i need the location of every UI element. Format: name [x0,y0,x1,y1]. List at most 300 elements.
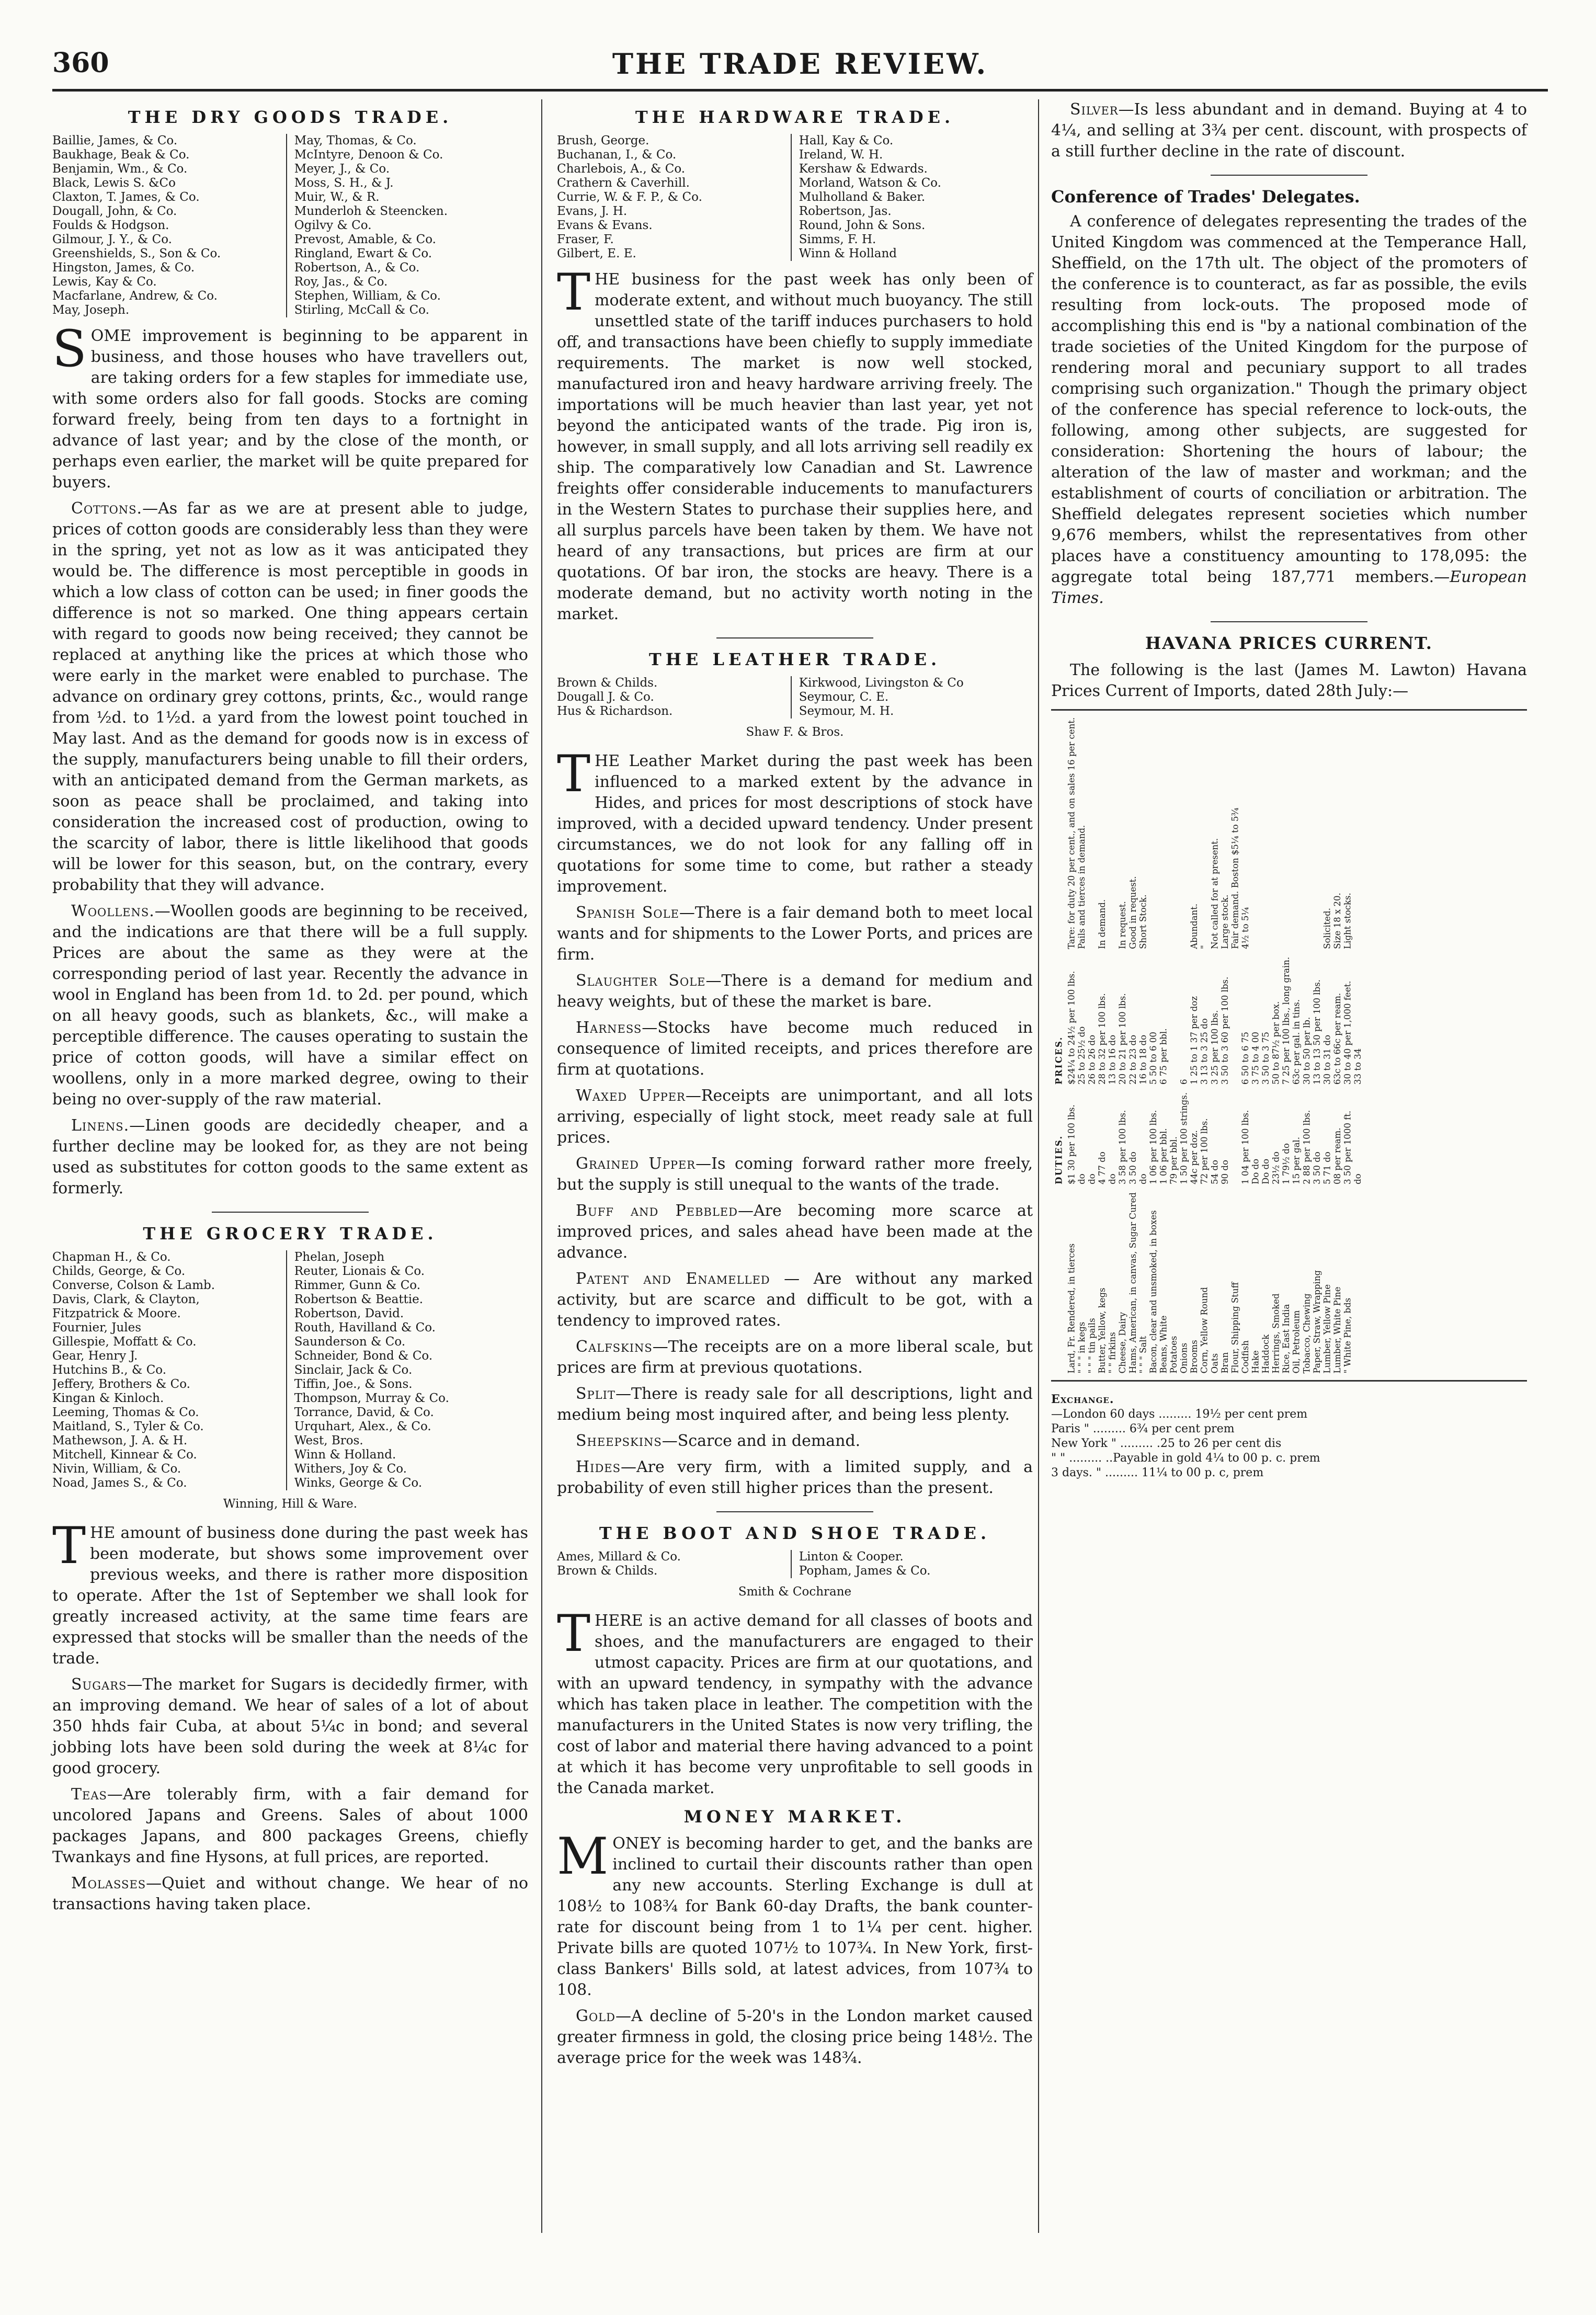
header-duties: DUTIES. [1054,1135,1064,1184]
column-2 [557,99,1033,2074]
firm-name: Gillespie, Moffatt & Co. [52,1335,197,1349]
cell-remark [1087,713,1098,953]
cottons-paragraph [52,498,528,896]
table-row [1179,713,1190,1377]
cell-price: 30 to 50 per lb. [1302,1017,1312,1085]
cell-remark: Size 18 x 20. [1332,893,1343,949]
leather-item-paragraph [557,1457,1033,1499]
table-row [1333,713,1343,1377]
table-row [1138,713,1149,1377]
firm-name: Noad, James S., & Co. [52,1476,187,1490]
table-row [1149,713,1159,1377]
firm-name: Urquhart, Alex., & Co. [294,1420,431,1433]
cell-item: Brooms [1189,1340,1200,1374]
keyword: Buff and Pebbled [576,1202,738,1220]
cell-remark: In request. [1118,901,1128,949]
page-title: THE TRADE REVIEW. [612,47,988,81]
firm-name: West, Bros. [294,1434,363,1447]
leather-intro [557,745,1033,897]
cell-duty: 23½ do [1271,1151,1282,1184]
firm-name: Seymour, C. E. [799,690,889,704]
page-number: 360 [52,47,109,79]
paragraph-text: —Stocks have become much reduced in consequence of limited receipts, and prices therefore are firm at quotations. [557,1019,1033,1079]
firm-name: Round, John & Sons. [799,219,926,232]
firm-name: Gear, Henry J. [52,1349,138,1363]
exchange-rows [1051,1407,1527,1480]
exchange-value: ......... .25 to 26 per cent dis [1120,1437,1282,1450]
column-1 [52,99,528,1920]
section-separator [716,1511,873,1512]
cell-price: 13 to 16 do [1108,1034,1118,1085]
paragraph-text: —Receipts are unimportant, and all lots arriving, especially of light stock, meet ready sale at full prices. [557,1087,1033,1147]
exchange-block [1051,1392,1527,1480]
firm-name: Popham, James & Co. [799,1564,931,1578]
paragraph-text: —The market for Sugars is decidedly firmer, with an improving demand. We hear of sales of a lot of about 350 hhds fair Cuba, at about 5¼c in bond; and several jobbing lots have been sold during the week at 8¼c for good grocery. [52,1675,528,1777]
leather-item-paragraph [557,1337,1033,1378]
cell-duty: Do do [1261,1158,1271,1184]
cell-remark [1353,713,1364,953]
cell-remark: Abundant. [1189,903,1200,949]
firm-name: Winn & Holland [799,247,897,260]
firm-list-right [792,1550,1028,1578]
cell-duty: do [1138,1173,1148,1184]
firm-name: Withers, Joy & Co. [294,1462,407,1476]
firm-name: Linton & Cooper. [799,1550,904,1564]
molasses-paragraph [52,1873,528,1915]
conference-paragraph [1051,211,1527,609]
firm-name: McIntyre, Denoon & Co. [294,148,443,162]
firm-name: Brush, George. [557,134,649,147]
cell-item: Codfish [1240,1340,1251,1374]
column-divider-2 [1038,99,1039,2233]
leather-item-paragraph [557,1201,1033,1263]
linens-paragraph [52,1115,528,1199]
cell-duty: 90 do [1220,1160,1230,1184]
column-divider-1 [541,99,542,2233]
cell-remark: Short Stock. [1138,894,1148,949]
firm-name: Torrance, David, & Co. [294,1406,434,1419]
paragraph-text: —As far as we are at present able to judge, prices of cotton goods are considerably less than they were in the spring, yet not as low as it was anticipated they would be. The difference is most perceptible in goods in which a low class of cotton can be used; in finer goods the difference is not so marked. One thing appears certain with regard to goods now being received; they cannot be replaced at anything like the prices at which those who were early in the market were enabled to purchase. The advance on ordinary grey cottons, prints, &c., would range from ½d. to 1½d. a yard from the lowest point touched in May last. And as the demand for goods now is in excess of the supply, manufacturers being unable to fill their orders, with an anticipated demand from the German markets, as soon as peace shall be proclaimed, and taking into consideration the increased cost of production, owing to the scarcity of labor, there is little likelihood that goods will be lower for this season, but, on the contrary, every probability that they will advance. [52,499,528,894]
silver-paragraph [1051,99,1527,162]
leather-firms [557,676,1033,719]
keyword: Calfskins [576,1338,653,1356]
paragraph-text: —Are becoming more scarce at improved prices, and sales ahead have been made at the advance. [557,1202,1033,1262]
keyword: Patent and Enamelled [576,1270,770,1288]
cell-duty: 3 50 do [1312,1151,1323,1184]
cell-remark [1159,713,1169,953]
exchange-value: ......... 19½ per cent prem [1158,1408,1308,1421]
table-row [1261,713,1272,1377]
firm-name: Simms, F. H. [799,233,876,246]
firm-name: Saunderson & Co. [294,1335,406,1349]
paragraph-text: —Are very firm, with a limited supply, and a probability of even still higher prices than the present. [557,1458,1033,1497]
firm-name: Charlebois, A., & Co. [557,162,686,176]
firm-name: Rimmer, Gunn & Co. [294,1279,421,1292]
cell-duty [1230,1088,1241,1188]
cell-duty: 1 50 per 100 strings. [1179,1092,1190,1184]
cell-remark: Solicited. [1323,908,1332,949]
cell-remark: 4½ to 5¼ [1240,907,1251,949]
leather-item-paragraph [557,903,1033,965]
boot-shoe-heading: THE BOOT AND SHOE TRADE. [599,1523,991,1543]
firm-list-right [287,134,523,317]
cell-remark: Not called for at present. [1210,838,1220,949]
paragraph-text: —There is a fair demand both to meet local wants and for shipments to the Lower Ports, and prices are firm. [557,904,1033,964]
table-row [1282,713,1292,1377]
exchange-place: New York " [1051,1437,1120,1450]
column-3 [1051,99,1527,1480]
firm-name: Mitchell, Kinnear & Co. [52,1448,197,1462]
firm-name: Fraser, F. [557,233,614,246]
leather-item-paragraph [557,1086,1033,1148]
cell-remark: Large stock. [1220,894,1230,949]
firm-center: Winning, Hill & Ware. [223,1497,358,1511]
table-row [1210,713,1221,1377]
cell-remark: Pails and tierces in demand. [1077,825,1087,949]
paragraph-text: —Scarce and in demand. [662,1432,861,1450]
firm-name: Thompson, Murray & Co. [294,1392,449,1405]
paragraph-text: —There is a demand for medium and heavy weights, but of these the market is bare. [557,972,1033,1011]
cell-duty: 4 77 do [1097,1151,1108,1184]
exchange-place: Paris " [1051,1422,1093,1435]
cell-item: Rice, East India [1281,1304,1292,1374]
keyword: Harness [576,1019,642,1037]
firm-name: Ames, Millard & Co. [557,1550,681,1564]
cell-item: Butter, Yellow, kegs [1097,1287,1108,1374]
cell-item: " " " Salt [1138,1336,1148,1374]
cell-price: 5 50 to 6 00 [1148,1032,1159,1085]
cell-duty: 3 50 do [1128,1151,1138,1184]
firm-name: Hus & Richardson. [557,704,673,718]
leather-items [557,903,1033,1499]
exchange-row [1051,1407,1527,1422]
firm-name: Childs, George, & Co. [52,1264,186,1278]
firm-name: Nivin, William, & Co. [52,1462,181,1476]
cell-item: Bacon, clear and unsmoked, in boxes [1148,1210,1159,1374]
prices-table [1051,713,1363,1377]
exchange-value: ......... 6¾ per cent prem [1092,1422,1235,1435]
keyword: Hides [576,1458,621,1476]
cell-duty: $1 30 per 100 lbs. [1067,1104,1077,1184]
firm-name: Gilmour, J. Y., & Co. [52,233,172,246]
keyword: Sugars [71,1675,127,1694]
keyword: Cottons. [71,499,143,518]
firm-name: Meyer, J., & Co. [294,162,390,176]
paragraph-text: A conference of delegates representing the trades of the United Kingdom was commenced at the Temperance Hall, Sheffield, on the 17th ult. The object of the promoters of the conference is to counteract, as far as possible, the evils resulting from lock-outs. The proposed mode of accomplishing this end is "by a national combination of the trade societies of the United Kingdom for the purpose of rendering moral and pecuniary support to all trades comprising such organization." Though the primary object of the conference has special reference to lock-outs, the following, among other subjects, are suggested for consideration: Shortening the hours of labour; the alteration of the law of master and workman; and the establishment of courts of conciliation or arbitration. The Sheffield delegates represent societies which number 9,676 members, whilst the representatives from other places have a constituency amounting to 178,095: the aggregate total being 187,771 members. [1051,212,1527,586]
firm-name: Winn & Holland. [294,1448,396,1462]
exchange-value: ......... ..Payable in gold 4¼ to 00 p. c. prem [1069,1452,1320,1465]
firm-name: Davis, Clark, & Clayton, [52,1293,200,1306]
firm-name: Kershaw & Edwards. [799,162,928,176]
keyword: Woollens. [71,902,155,920]
table-row [1108,713,1118,1377]
firm-name: Routh, Havilland & Co. [294,1321,436,1335]
cell-item: Lard, Fr. Rendered, in tierces [1067,1243,1077,1374]
keyword: Grained Upper [576,1155,696,1173]
cell-price: 3 13 to 3 25 do [1200,1018,1210,1085]
firm-name: Mathewson, J. A. & H. [52,1434,188,1447]
paragraph-text: —Quiet and without change. We hear of no transactions having taken place. [52,1874,528,1913]
section-separator [1211,175,1367,176]
cell-item: Hams, American, in canvas, Sugar Cured [1128,1192,1138,1374]
firm-name: Sinclair, Jack & Co. [294,1363,413,1377]
firm-name: Claxton, T. James, & Co. [52,190,200,204]
firm-name: Leeming, Thomas & Co. [52,1406,199,1419]
firm-name: Muir, W., & R. [294,190,380,204]
table-row [1077,713,1088,1377]
firm-name: Reuter, Lionais & Co. [294,1264,425,1278]
cell-duty: 08 per ream. [1332,1127,1343,1184]
leather-item-paragraph [557,1269,1033,1331]
cell-remark [1313,713,1323,953]
firm-name: Roy, Jas., & Co. [294,275,388,289]
cell-price: 63c to 66c per ream. [1332,993,1343,1085]
firm-name: Moss, S. H., & J. [294,176,394,190]
firm-name: Ireland, W. H. [799,148,883,162]
cell-duty: 5 71 do [1323,1151,1332,1184]
firm-name: Dougall J. & Co. [557,690,654,704]
cell-remark: Light stocks. [1343,893,1353,949]
exchange-place: 3 days. " [1051,1466,1105,1479]
firm-name: Brown & Childs. [557,676,658,690]
table-row [1098,713,1108,1377]
paragraph-text: —There is ready sale for all descriptions, light and medium being most inquired after, and being less plenty. [557,1385,1033,1424]
paragraph-text: —Woollen goods are beginning to be received, and the indications are that there will be a full supply. Prices are about the same as they were at the corresponding period of last year. Recently the advance in wool in England has been from 1d. to 2d. per pound, which on all heavy goods, such as blankets, &c., will make a perceptible difference. The causes operating to sustain the price of cotton goods, will have a similar effect on woollens, only in a more marked degree, owing to their being no over-supply of the raw material. [52,902,528,1109]
cell-item: Potatoes [1169,1336,1179,1374]
leather-heading: THE LEATHER TRADE. [648,649,941,669]
firm-list-left [557,134,792,261]
firm-name: Chapman H., & Co. [52,1250,171,1264]
exchange-place: " " [1051,1452,1069,1465]
cell-duty: 1 79½ do [1281,1143,1292,1184]
keyword: Spanish Sole [576,904,679,922]
table-row [1302,713,1313,1377]
table-body [1067,713,1363,1377]
cell-price: 33 to 34 [1353,1048,1363,1085]
paragraph-text: HE business for the past week has only been of moderate extent, and without much buoyancy. The still unsettled state of the tariff induces purchasers to hold off, and transactions have been chiefly to supply immediate requirements. The market is now well stocked, manufactured iron and heavy hardware arriving freely. The importations will be much heavier than last year, yet not beyond the anticipated wants of the trade. Pig iron is, however, in small supply, and all lots arriving sell readily ex ship. The comparatively low Canadian and St. Lawrence freights offer considerable inducements to manufacturers in the Western States to purchase their supplies here, and all surplus parcels have been taken by them. We have not heard of any transactions, but prices are firm at our quotations. Of bar iron, the stocks are heavy. There is a moderate demand, but no activity worth noting in the market. [557,270,1033,623]
cell-price: 25 to 25½ do [1077,1026,1087,1085]
firm-name: Hingston, James, & Co. [52,261,195,275]
cell-price [1230,953,1241,1088]
boot-shoe-intro [557,1604,1033,1799]
firm-name: Kirkwood, Livingston & Co [799,676,964,690]
firm-name: Phelan, Joseph [294,1250,385,1264]
table-row [1221,713,1231,1377]
cell-remark [1261,713,1272,953]
table-row [1271,713,1282,1377]
keyword: Linens. [71,1116,130,1135]
cell-duty: do [1353,1173,1363,1184]
paragraph-text: HE Leather Market during the past week has been influenced to a marked extent by the advance in Hides, and prices for most descriptions of stock have improved, with a decided upward tendency. Under present circumstances, we do not look for any falling off in quotations for some time to come, but rather a steady improvement. [557,752,1033,896]
cell-item: Paper, Straw, Wrapping [1312,1270,1323,1374]
firm-list-left [52,134,287,317]
cell-item: Beans, White [1159,1315,1169,1374]
cell-price: 13 to 13 50 per 100 lbs. [1312,979,1323,1085]
firm-name: Gilbert, E. E. [557,247,636,260]
firm-name: Evans, J. H. [557,204,628,218]
paragraph-text: ONEY is becoming harder to get, and the banks are inclined to curtail their discounts rather than open any new accounts. Sterling Exchange is dull at 108½ to 108¾ for Bank 60-day Drafts, the bank counter-rate for discount being from 1 to 1¼ per cent. higher. Private bills are quoted 107½ to 107¾. In New York, first-class Bankers' Bills sold, at latest advices, from 107¾ to 108. [557,1834,1033,1999]
cell-remark [1282,713,1292,953]
source-credit: —European Times. [1051,568,1527,607]
cell-item: Cheese, Dairy [1118,1312,1128,1374]
firm-name: Jeffery, Brothers & Co. [52,1377,190,1391]
firm-name: Robertson & Beattie. [294,1293,424,1306]
leather-item-paragraph [557,971,1033,1012]
grocery-heading: THE GROCERY TRADE. [143,1224,438,1244]
cell-item: " " " in kegs [1077,1321,1087,1374]
cell-duty: 3 58 per 100 lbs. [1118,1110,1128,1184]
cell-price [1169,953,1180,1088]
boot-shoe-firms [557,1550,1033,1578]
cell-duty: 1 04 per 100 lbs. [1240,1110,1251,1184]
firm-name: Mulholland & Baker. [799,190,926,204]
money-intro [557,1827,1033,2001]
cell-remark: " [1200,945,1210,949]
table-row [1128,713,1138,1377]
cell-item: Haddock [1261,1334,1271,1374]
firm-name: Macfarlane, Andrew, & Co. [52,289,218,303]
hardware-firms [557,134,1033,261]
cell-duty: do [1108,1173,1118,1184]
table-row [1067,713,1077,1377]
cell-price: 6 75 per bbl. [1159,1028,1169,1085]
havana-prices-table [1051,709,1527,1382]
dry-goods-heading: THE DRY GOODS TRADE. [128,107,453,127]
cell-item: " White Pine, bds [1343,1297,1353,1374]
header-rule [52,89,1548,92]
cell-remark [1108,713,1118,953]
paragraph-text: —Linen goods are decidedly cheaper, and a further decline may be looked for, as they are not being used as substitutes for cotton goods to the same extent as formerly. [52,1116,528,1198]
firm-name: Currie, W. & F. P., & Co. [557,190,702,204]
cell-price: 16 to 18 do [1138,1034,1148,1085]
cell-item: Hake [1251,1350,1261,1374]
cell-item: Oil, Petroleum [1292,1310,1302,1374]
keyword: Waxed Upper [576,1087,686,1105]
cell-duty: Do do [1251,1158,1261,1184]
firm-name: Baillie, James, & Co. [52,134,178,147]
cell-price: 6 [1179,1079,1190,1085]
cell-price: 3 75 to 4 00 [1251,1032,1261,1085]
drop-cap: T [52,1516,86,1575]
firm-name: Tiffin, Joe., & Sons. [294,1377,413,1391]
firm-name: Hutchins B., & Co. [52,1363,167,1377]
firm-center: Smith & Cochrane [738,1585,852,1599]
paragraph-text: —Are tolerably firm, with a fair demand for uncolored Japans and Greens. Sales of about 1000 packages Japans, and 800 packages Greens, chiefly Twankays and fine Hysons, at full prices, are reported. [52,1785,528,1866]
firm-name: Converse, Colson & Lamb. [52,1279,215,1292]
cell-duty: 72 per 100 lbs. [1200,1118,1210,1184]
hardware-intro [557,263,1033,625]
leather-item-paragraph [557,1018,1033,1080]
section-separator [1211,621,1367,622]
cell-price: 3 50 to 3 75 [1261,1032,1271,1085]
cell-duty: do [1077,1173,1087,1184]
cell-duty: 2 88 per 100 lbs. [1302,1110,1312,1184]
hardware-heading: THE HARDWARE TRADE. [635,107,955,127]
cell-item: " " firkins [1108,1332,1118,1374]
cell-price: 3 25 per 100 lbs. [1210,1010,1220,1085]
paragraph-text: — Are without any marked activity, but are scarce and difficult to be got, with a tendency to improved rates. [557,1270,1033,1330]
teas-paragraph [52,1784,528,1868]
cell-remark [1292,713,1302,953]
firm-name: Robertson, David. [294,1307,404,1320]
cell-price: 7 25 per 100 lbs., long grain. [1281,956,1292,1085]
cell-remark: Good in request. [1128,876,1138,949]
paragraph-text: HERE is an active demand for all classes of boots and shoes, and the manufacturers are engaged to their utmost capacity. Prices are firm at our quotations, and with an upward tendency, in sympathy with the advance which has taken place in leather. The competition with the manufacturers in the United States is now very trifling, the cost of labor and material there having advanced to a point at which it has become very unprofitable to sell goods in the Canada market. [557,1612,1033,1797]
paragraph-text: —Is less abundant and in demand. Buying at 4 to 4¼, and selling at 3¾ per cent. discount, with prospects of a still further decline in the rate of discount. [1051,100,1527,161]
firm-name: Stephen, William, & Co. [294,289,441,303]
woollens-paragraph [52,901,528,1110]
firm-name: Ogilvy & Co. [294,219,372,232]
header-remarks [1051,713,1067,953]
cell-duty: 54 do [1210,1160,1220,1184]
exchange-row [1051,1451,1527,1466]
firm-name: Brown & Childs. [557,1564,658,1578]
cell-price: 22 to 23 do [1128,1034,1138,1085]
keyword: Molasses [71,1874,146,1892]
firm-list-left [557,676,792,719]
paragraph-text: —Is coming forward rather more freely, but the supply is still unequal to the wants of the trade. [557,1155,1033,1194]
paragraph-text: —The receipts are on a more liberal scale, but prices are firm at previous quotations. [557,1338,1033,1377]
firm-name: May, Thomas, & Co. [294,134,417,147]
header-prices: PRICES. [1054,1036,1064,1085]
cell-duty: 44c per doz. [1189,1130,1200,1184]
firm-name: Prevost, Amable, & Co. [294,233,436,246]
keyword: Split [576,1385,615,1403]
cell-item: Tobacco, Chewing [1302,1293,1312,1374]
cell-duty: do [1087,1173,1098,1184]
sugars-paragraph [52,1674,528,1779]
exchange-row [1051,1436,1527,1451]
cell-duty: 15 per gal. [1292,1137,1302,1184]
cell-price: 1 25 to 1 37 per doz [1189,996,1200,1085]
leather-item-paragraph [557,1154,1033,1195]
cell-duty: 3 50 per 1000 ft. [1343,1110,1353,1184]
table-row [1251,713,1261,1377]
firm-list-left [52,1250,287,1490]
table-row [1118,713,1128,1377]
cell-item: Oats [1210,1353,1220,1374]
drop-cap: M [557,1827,609,1886]
firm-name: Stirling, McCall & Co. [294,303,429,317]
drop-cap: T [557,263,591,322]
firm-list-right [792,134,1028,261]
cell-duty: 1 06 per 100 lbs. [1148,1110,1159,1184]
paragraph-text: OME improvement is beginning to be apparent in business, and those houses who have travellers out, are taking orders for a few staples for immediate use, with some orders also for fall goods. Stocks are coming forward freely, being from ten days to a fortnight in advance of last year; and by the close of the month, or perhaps even earlier, the market will be quite prepared for buyers. [52,327,528,492]
cell-duty: 1 06 per bbl. [1159,1128,1169,1184]
cell-item [1353,1188,1364,1377]
firm-name: May, Joseph. [52,303,130,317]
cell-item: Corn, Yellow Round [1200,1287,1210,1374]
exchange-place: —London 60 days [1051,1408,1159,1421]
page-header [52,47,1548,89]
firm-name: Seymour, M. H. [799,704,894,718]
firm-name: Crathern & Caverhill. [557,176,690,190]
keyword: Sheepskins [576,1432,662,1450]
keyword: Gold [576,2007,615,2025]
cell-price: 20 to 21 per 100 lbs. [1118,993,1128,1085]
firm-name: Robertson, A., & Co. [294,261,420,275]
firm-name: Foulds & Hodgson. [52,219,169,232]
table-row [1353,713,1364,1377]
cell-remark [1179,713,1190,953]
cell-remark [1251,713,1261,953]
firm-list-left [557,1550,792,1578]
drop-cap: T [557,745,591,803]
cell-price: 26 to 26 do [1087,1034,1098,1085]
paragraph-text: —A decline of 5-20's in the London market caused greater firmness in gold, the closing price being 148½. The average price for the week was 148¾. [557,2007,1033,2067]
rotated-table [1051,713,1363,1377]
paragraph-text: HE amount of business done during the past week has been moderate, but shows some improvement over previous weeks, and there is rather more disposition to operate. After the 1st of September we shall look for greatly increased activity, at the same time fears are expressed that stocks will be smaller than the needs of the trade. [52,1524,528,1668]
